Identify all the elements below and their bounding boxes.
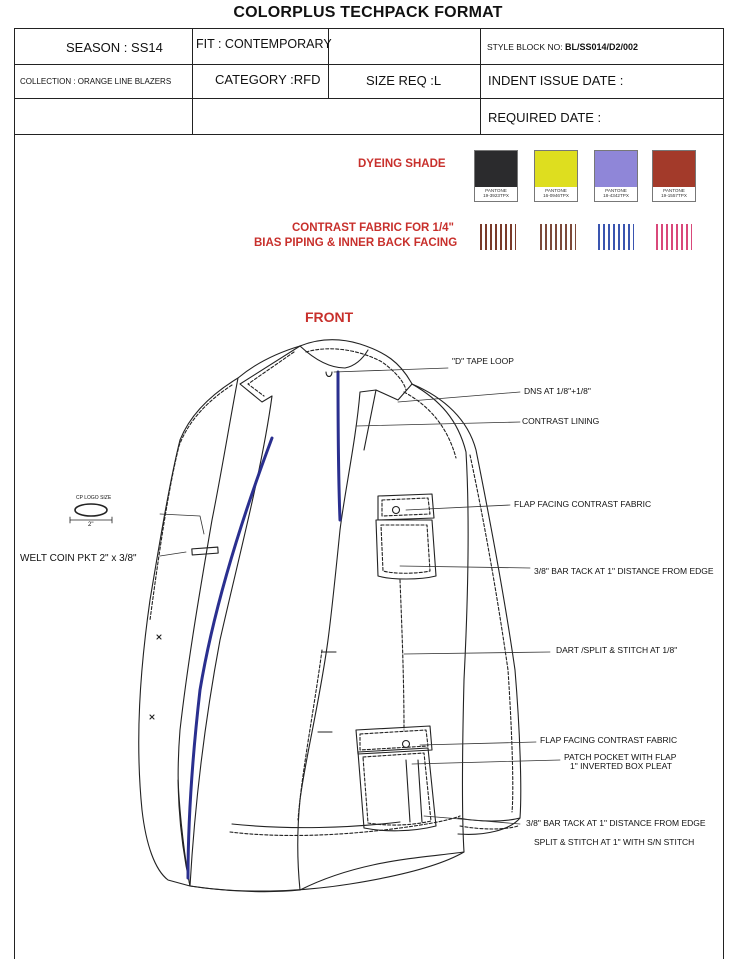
pantone-code: 18-4342TPX bbox=[603, 193, 629, 198]
chest-button bbox=[393, 507, 400, 514]
callout-split-stitch: SPLIT & STITCH AT 1" WITH S/N STITCH bbox=[534, 837, 695, 847]
callout-dart: DART /SPLIT & STITCH AT 1/8" bbox=[556, 645, 678, 655]
pantone-code: 19-1557TPX bbox=[661, 193, 687, 198]
box-pleat bbox=[406, 760, 422, 822]
pantone-code: 16-0946TPX bbox=[543, 193, 569, 198]
lower-button bbox=[403, 741, 410, 748]
contrast-fabric-line-1: CONTRAST FABRIC FOR 1/4" bbox=[292, 222, 454, 234]
chest-flap-stitch bbox=[382, 498, 430, 516]
welt-coin-pocket bbox=[192, 547, 218, 555]
front-edge bbox=[298, 640, 328, 890]
style-block-value: BL/SS014/D2/002 bbox=[564, 42, 639, 52]
left-lapel bbox=[190, 346, 300, 886]
callout-patch-pocket: PATCH POCKET WITH FLAP bbox=[564, 752, 677, 762]
fit-field: FIT : CONTEMPORARY bbox=[196, 37, 332, 51]
lower-flap-stitch bbox=[360, 730, 428, 750]
callout-dns: DNS AT 1/8"+1/8" bbox=[524, 386, 591, 396]
cp-logo-icon bbox=[75, 504, 107, 516]
callout-flap-facing-2: FLAP FACING CONTRAST FABRIC bbox=[540, 735, 678, 745]
callout-box-pleat: 1" INVERTED BOX PLEAT bbox=[570, 761, 672, 771]
collection-field: COLLECTION : ORANGE LINE BLAZERS bbox=[20, 77, 172, 86]
collar-stitch bbox=[306, 349, 406, 390]
pantone-label: PANTONE bbox=[605, 188, 627, 193]
mark-x-1 bbox=[157, 635, 161, 639]
callout-bar-tack-1: 3/8" BAR TACK AT 1" DISTANCE FROM EDGE bbox=[534, 566, 714, 576]
left-piping bbox=[188, 438, 272, 878]
callout-flap-facing-1: FLAP FACING CONTRAST FABRIC bbox=[514, 499, 652, 509]
document-title: COLORPLUS TECHPACK FORMAT bbox=[233, 4, 503, 21]
pantone-label: PANTONE bbox=[663, 188, 685, 193]
season-field: SEASON : SS14 bbox=[66, 40, 163, 55]
mark-x-2 bbox=[150, 715, 154, 719]
callout-welt-coin-pocket: WELT COIN PKT 2" x 3/8" bbox=[20, 553, 137, 564]
required-date-field: REQUIRED DATE : bbox=[488, 110, 602, 125]
lower-pocket bbox=[358, 748, 436, 831]
style-block-label: STYLE BLOCK NO: bbox=[487, 42, 563, 52]
front-view-label: FRONT bbox=[305, 309, 354, 325]
hem-stitch bbox=[230, 816, 460, 835]
cp-logo-size-label: CP LOGO SIZE bbox=[76, 495, 112, 501]
collar bbox=[300, 340, 412, 450]
callout-contrast-lining: CONTRAST LINING bbox=[522, 416, 600, 426]
lining-hem bbox=[232, 822, 400, 828]
dyeing-shade-label: DYEING SHADE bbox=[358, 158, 446, 170]
pantone-label: PANTONE bbox=[545, 188, 567, 193]
indent-issue-date-field: INDENT ISSUE DATE : bbox=[488, 73, 624, 88]
hem bbox=[190, 852, 464, 891]
dart-line bbox=[400, 580, 404, 730]
front-edge-stitch bbox=[298, 650, 322, 820]
pantone-label: PANTONE bbox=[485, 188, 507, 193]
center-piping bbox=[338, 372, 340, 520]
cp-logo-dim-label: 2" bbox=[88, 522, 94, 528]
pantone-code: 19-3923TPX bbox=[483, 193, 509, 198]
right-front-panel bbox=[300, 384, 468, 890]
callout-d-tape-loop: "D" TAPE LOOP bbox=[452, 356, 514, 366]
right-sleeve-stitch bbox=[470, 455, 513, 812]
callout-bar-tack-2: 3/8" BAR TACK AT 1" DISTANCE FROM EDGE bbox=[526, 818, 706, 828]
d-tape-loop bbox=[326, 372, 332, 377]
category-field: CATEGORY :RFD bbox=[215, 72, 321, 87]
contrast-fabric-line-2: BIAS PIPING & INNER BACK FACING bbox=[254, 237, 458, 249]
size-req-field: SIZE REQ :L bbox=[366, 73, 442, 88]
